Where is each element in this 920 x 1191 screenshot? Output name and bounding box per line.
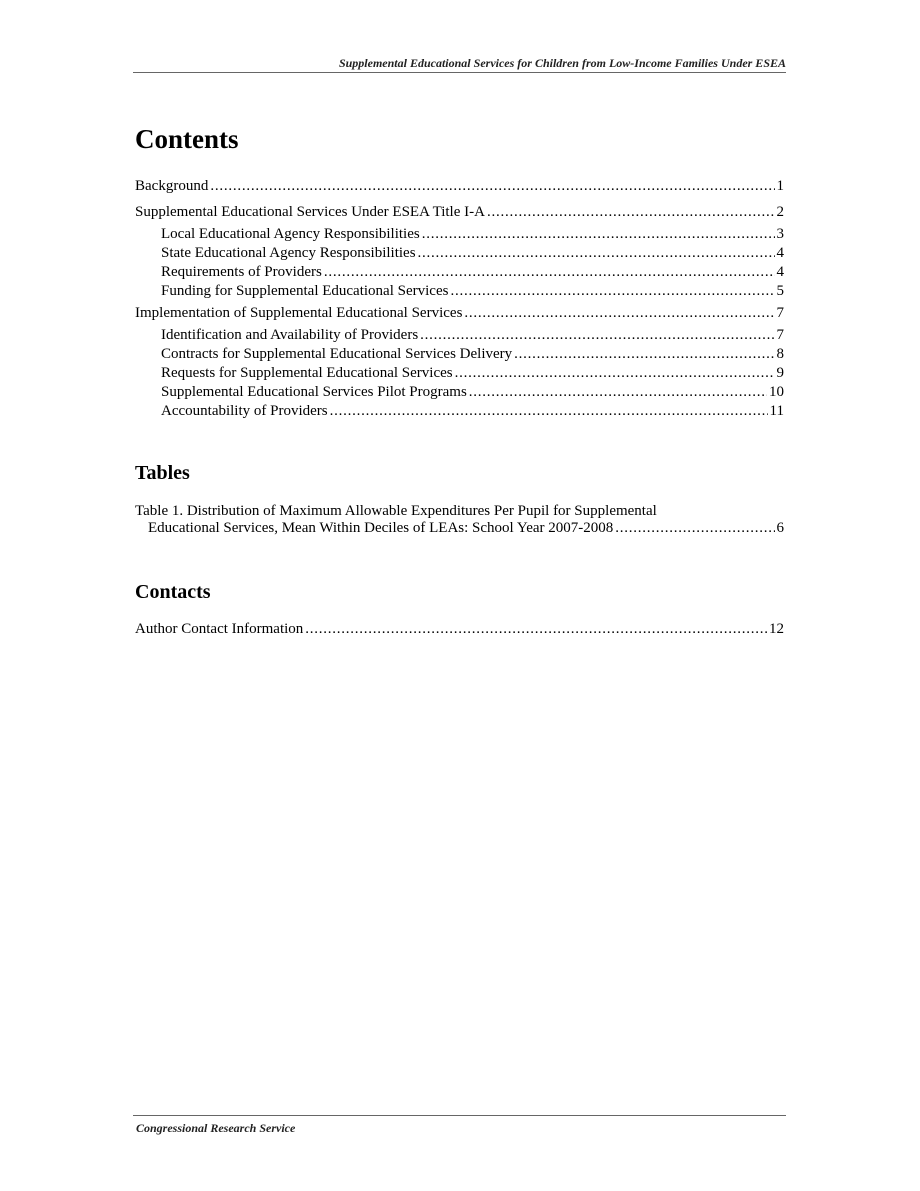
toc-leader-dots <box>469 383 767 401</box>
toc-entry-label: Requests for Supplemental Educational Services <box>161 365 453 381</box>
toc-leader-dots <box>324 263 775 281</box>
tables-heading: Tables <box>135 462 190 484</box>
running-header: Supplemental Educational Services for Children from Low-Income Families Under ESEA <box>338 56 786 70</box>
toc-entry-page: 1 <box>776 178 784 194</box>
toc-entry-label: Implementation of Supplemental Educational Services <box>135 305 463 321</box>
toc-entry-label: Supplemental Educational Services Pilot Programs <box>161 384 467 400</box>
toc-entry-implementation[interactable] <box>135 304 784 322</box>
table-entry-label-line1[interactable]: Table 1. Distribution of Maximum Allowable Expenditures Per Pupil for Supplemental <box>135 503 657 519</box>
toc-entry-label: Supplemental Educational Services Under ESEA Title I-A <box>135 204 485 220</box>
toc-entry-table-1[interactable] <box>148 519 784 537</box>
toc-entry-label: Background <box>135 178 209 194</box>
toc-entry-page: 8 <box>776 346 784 362</box>
footer-rule <box>133 1115 786 1116</box>
toc-entry-lea-responsibilities[interactable] <box>161 225 784 243</box>
toc-entry-label: Accountability of Providers <box>161 403 328 419</box>
toc-entry-contracts[interactable] <box>161 345 784 363</box>
toc-leader-dots <box>422 225 775 243</box>
toc-entry-page: 4 <box>776 245 784 261</box>
toc-entry-page: 7 <box>776 327 784 343</box>
toc-entry-label: Identification and Availability of Providers <box>161 327 419 343</box>
toc-leader-dots <box>455 364 775 382</box>
toc-entry-page: 2 <box>776 204 784 220</box>
toc-entry-provider-requirements[interactable] <box>161 263 784 281</box>
toc-entry-label: Funding for Supplemental Educational Services <box>161 283 449 299</box>
toc-leader-dots <box>487 203 775 221</box>
toc-leader-dots <box>420 326 774 344</box>
toc-entry-page: 7 <box>776 305 784 321</box>
toc-entry-page: 5 <box>776 283 784 299</box>
toc-entry-background[interactable] <box>135 177 784 195</box>
toc-leader-dots <box>305 620 767 638</box>
toc-entry-sea-responsibilities[interactable] <box>161 244 784 262</box>
toc-entry-page: 9 <box>776 365 784 381</box>
toc-entry-label: Requirements of Providers <box>161 264 322 280</box>
toc-entry-funding[interactable] <box>161 282 784 300</box>
toc-entry-accountability[interactable] <box>161 402 784 420</box>
contents-heading: Contents <box>135 124 239 154</box>
toc-leader-dots <box>210 177 774 195</box>
toc-leader-dots <box>464 304 774 322</box>
toc-entry-label: Educational Services, Mean Within Deciles of LEAs: School Year 2007-2008 <box>148 520 614 536</box>
toc-entry-page: 3 <box>776 226 784 242</box>
toc-leader-dots <box>450 282 774 300</box>
toc-entry-label: Contracts for Supplemental Educational Services Delivery <box>161 346 513 362</box>
toc-entry-page: 12 <box>769 621 784 637</box>
toc-entry-ses-under-esea[interactable] <box>135 203 784 221</box>
toc-entry-page: 11 <box>769 403 784 419</box>
contacts-heading: Contacts <box>135 581 211 603</box>
footer-text: Congressional Research Service <box>136 1121 296 1135</box>
toc-leader-dots <box>330 402 768 420</box>
toc-entry-author-contact[interactable] <box>135 620 784 638</box>
toc-entry-identification[interactable] <box>161 326 784 344</box>
header-rule <box>133 72 786 73</box>
toc-leader-dots <box>514 345 774 363</box>
toc-entry-page: 10 <box>769 384 784 400</box>
toc-entry-label: Local Educational Agency Responsibilities <box>161 226 420 242</box>
toc-leader-dots <box>418 244 775 262</box>
toc-entry-page: 6 <box>776 520 784 536</box>
toc-entry-label: Author Contact Information <box>135 621 304 637</box>
toc-entry-page: 4 <box>776 264 784 280</box>
toc-entry-pilot-programs[interactable] <box>161 383 784 401</box>
toc-entry-requests[interactable] <box>161 364 784 382</box>
toc-leader-dots <box>615 519 774 537</box>
toc-entry-label: State Educational Agency Responsibilities <box>161 245 416 261</box>
